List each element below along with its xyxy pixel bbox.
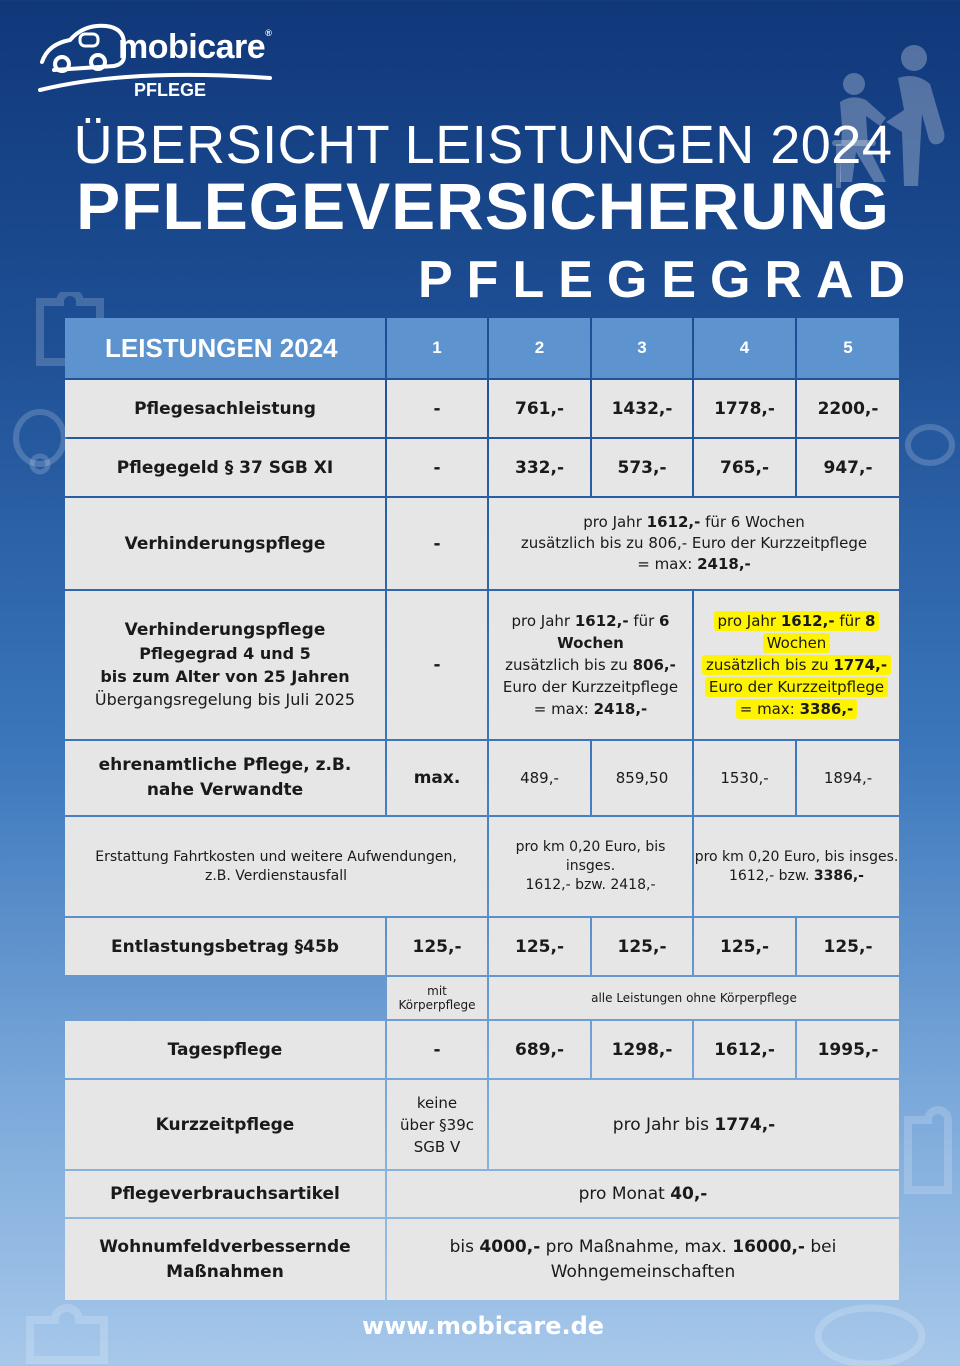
puzzle-icon [898, 1100, 960, 1210]
header-grade-2: 2 [489, 318, 590, 378]
tagespflege-grade-3: 1298,- [592, 1021, 692, 1078]
pflegesachleistung-grade-2: 761,- [489, 380, 590, 437]
entlastung-grade-3: 125,- [592, 918, 692, 975]
row-label-tagespflege: Tagespflege [65, 1021, 385, 1078]
car-icon [10, 408, 70, 478]
entlastung-grade-5: 125,- [797, 918, 899, 975]
fahrtkosten-grades-4-5: pro km 0,20 Euro, bis insges. 1612,- bzw. 3386,- [694, 817, 899, 916]
pflegegeld-grade-5: 947,- [797, 439, 899, 496]
pflegesachleistung-grade-4: 1778,- [694, 380, 795, 437]
ehrenamt-grade-5: 1894,- [797, 741, 899, 815]
ehrenamt-grade-4: 1530,- [694, 741, 795, 815]
pflegesachleistung-grade-1: - [387, 380, 487, 437]
pflegesachleistung-grade-5: 2200,- [797, 380, 899, 437]
ehrenamt-grade-1: max. [387, 741, 487, 815]
row-label-verhinderungspflege: Verhinderungspflege [65, 498, 385, 589]
row-label-pflegegeld: Pflegegeld § 37 SGB XI [65, 439, 385, 496]
website-link[interactable]: www.mobicare.de [361, 1312, 605, 1340]
pflegesachleistung-grade-3: 1432,- [592, 380, 692, 437]
brand-name: mobicare® [118, 28, 272, 66]
tagespflege-grade-5: 1995,- [797, 1021, 899, 1078]
wohnumfeld-value: bis 4000,- pro Maßnahme, max. 16000,- bei Wohngemeinschaften [387, 1219, 899, 1300]
row-label-pflegeverbrauchsartikel: Pflegeverbrauchsartikel [65, 1171, 385, 1217]
entlastung-grade-2: 125,- [489, 918, 590, 975]
ehrenamt-grade-3: 859,50 [592, 741, 692, 815]
note-mit-koerperpflege: mit Körperpflege [387, 977, 487, 1019]
entlastung-grade-4: 125,- [694, 918, 795, 975]
header-grade-3: 3 [592, 318, 692, 378]
ehrenamt-grade-2: 489,- [489, 741, 590, 815]
row-label-ehrenamtliche-pflege: ehrenamtliche Pflege, z.B. nahe Verwandte [65, 741, 385, 815]
row-label-fahrtkosten: Erstattung Fahrtkosten und weitere Aufwendungen, z.B. Verdienstausfall [65, 817, 487, 916]
pflegeverbrauchsartikel-value: pro Monat 40,- [387, 1171, 899, 1217]
row-label-wohnumfeld: Wohnumfeldverbessernde Maßnahmen [65, 1219, 385, 1300]
pflegegeld-grade-2: 332,- [489, 439, 590, 496]
title-overview: ÜBERSICHT LEISTUNGEN 2024 [73, 115, 893, 175]
verhinderungspflege-grade-1: - [387, 498, 487, 589]
title-pflegegrad: PFLEGEGRAD [418, 251, 920, 309]
header-grade-4: 4 [694, 318, 795, 378]
header-grade-5: 5 [797, 318, 899, 378]
row-label-verhinderungspflege-pg45: Verhinderungspflege Pflegegrad 4 und 5 bis zum Alter von 25 Jahren Übergangsregelung bis Juli 2025 [65, 591, 385, 739]
verhinderungspflege-pg45-grades-2-3: pro Jahr 1612,- für 6 Wochen zusätzlich bis zu 806,- Euro der Kurzzeitpflege = max: 2418,- [489, 591, 692, 739]
verhinderungspflege-grades-2-5: pro Jahr 1612,- für 6 Wochen zusätzlich bis zu 806,- Euro der Kurzzeitpflege = max: 2418,- [489, 498, 899, 589]
verhinderungspflege-pg45-grades-4-5: pro Jahr 1612,- für 8 Wochen zusätzlich bis zu 1774,- Euro der Kurzzeitpflege = max: 3386,- [694, 591, 899, 739]
pflegegeld-grade-1: - [387, 439, 487, 496]
fahrtkosten-grades-2-3: pro km 0,20 Euro, bis insges. 1612,- bzw. 2418,- [489, 817, 692, 916]
tagespflege-grade-1: - [387, 1021, 487, 1078]
note-ohne-koerperpflege: alle Leistungen ohne Körperpflege [489, 977, 899, 1019]
header-grade-1: 1 [387, 318, 487, 378]
header-label: LEISTUNGEN 2024 [65, 318, 385, 378]
row-label-pflegesachleistung: Pflegesachleistung [65, 380, 385, 437]
brand-subtitle: PFLEGE [134, 80, 207, 100]
row-label-entlastungsbetrag: Entlastungsbetrag §45b [65, 918, 385, 975]
pflegegeld-grade-3: 573,- [592, 439, 692, 496]
car-icon [905, 420, 960, 470]
kurzzeitpflege-grades-2-5: pro Jahr bis 1774,- [489, 1080, 899, 1169]
tagespflege-grade-4: 1612,- [694, 1021, 795, 1078]
title-pflegeversicherung: PFLEGEVERSICHERUNG [76, 169, 890, 243]
pflegegeld-grade-4: 765,- [694, 439, 795, 496]
row-label-kurzzeitpflege: Kurzzeitpflege [65, 1080, 385, 1169]
kurzzeitpflege-grade-1: keine über §39c SGB V [387, 1080, 487, 1169]
entlastung-grade-1: 125,- [387, 918, 487, 975]
tagespflege-grade-2: 689,- [489, 1021, 590, 1078]
verhinderungspflege-pg45-grade-1: - [387, 591, 487, 739]
